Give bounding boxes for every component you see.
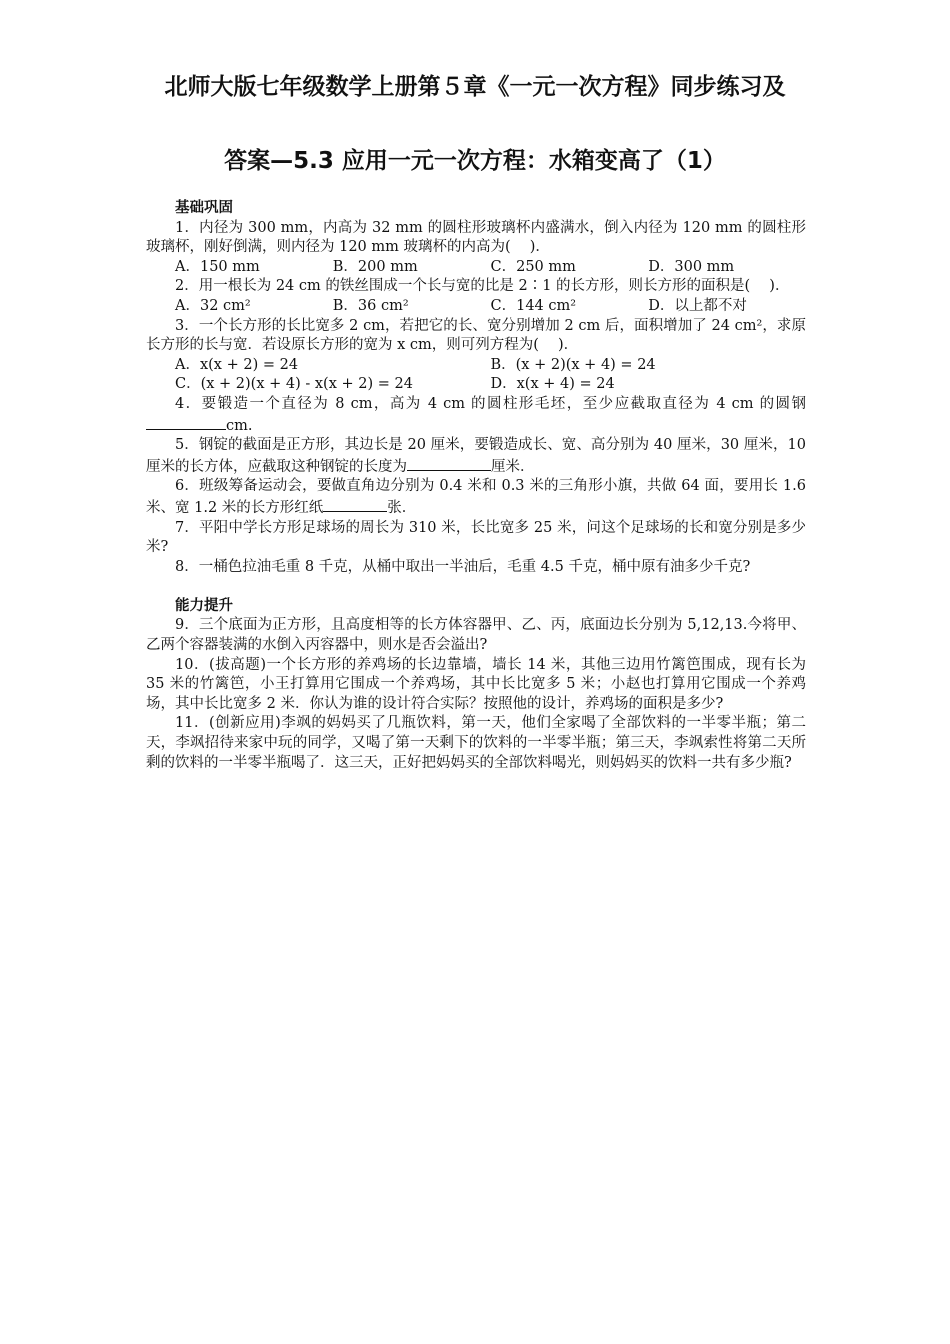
option-c: C．250 mm: [490, 258, 576, 275]
option-d: D．x(x + 4) = 24: [490, 376, 615, 393]
title-line-2: 答案—5.3 应用一元一次方程：水箱变高了（1）: [224, 148, 726, 174]
option-d: D．以上都不对: [648, 297, 747, 314]
question-6-text: 6．班级筹备运动会，要做直角边分别为 0.4 米和 0.3 米的三角形小旗，共做 64 面，要用长 1.6 米、宽 1.2 米的长方形红纸: [146, 478, 806, 516]
question-4-unit: cm.: [226, 417, 253, 434]
question-8: 8．一桶色拉油毛重 8 千克，从桶中取出一半油后，毛重 4.5 千克，桶中原有油多少千克?: [175, 558, 751, 575]
option-a: A．150 mm: [175, 258, 260, 275]
answer-blank[interactable]: [323, 497, 387, 512]
section-spacer: [146, 577, 806, 597]
question-7: 7．平阳中学长方形足球场的周长为 310 米，长比宽多 25 米，问这个足球场的长和宽分别是多少米?: [146, 519, 806, 556]
option-b: B．36 cm²: [332, 297, 409, 314]
question-4-text: 4．要锻造一个直径为 8 cm，高为 4 cm 的圆柱形毛坯，至少应截取直径为 4 cm 的圆钢: [175, 395, 806, 412]
option-c: C．(x + 2)(x + 4) - x(x + 2) = 24: [175, 376, 413, 393]
question-5-text: 5．钢锭的截面是正方形，其边长是 20 厘米，要锻造成长、宽、高分别为 40 厘米，30 厘米，10 厘米的长方体，应截取这种钢锭的长度为: [146, 437, 806, 475]
section-heading-basic: 基础巩固: [175, 200, 233, 216]
option-d: D．300 mm: [648, 258, 735, 275]
question-9: 9．三个底面为正方形，且高度相等的长方体容器甲、乙、丙，底面边长分别为 5,12,13.今将甲、乙两个容器装满的水倒入丙容器中，则水是否会溢出?: [146, 617, 806, 654]
question-6-unit: 张．: [387, 499, 417, 516]
question-11: 11．(创新应用)李飒的妈妈买了几瓶饮料，第一天，他们全家喝了全部饮料的一半零半瓶；第二天，李飒招待来家中玩的同学，又喝了第一天剩下的饮料的一半零半瓶；第三天，李飒索性将第二天所剩的饮料的一半零半瓶喝了．这三天，正好把妈妈买的全部饮料喝光，则妈妈买的饮料一共有多少瓶?: [146, 715, 806, 771]
question-3-options-row-2: [146, 375, 806, 395]
option-a: A．x(x + 2) = 24: [175, 356, 299, 373]
option-a: A．32 cm²: [175, 297, 251, 314]
question-3-options-row-1: [146, 356, 806, 376]
question-1: 1．内径为 300 mm，内高为 32 mm 的圆柱形玻璃杯内盛满水，倒入内径为 120 mm 的圆柱形玻璃杯，刚好倒满，则内径为 120 mm 玻璃杯的内高为( )．: [146, 219, 806, 256]
option-b: B．200 mm: [332, 258, 418, 275]
question-5: [146, 436, 806, 477]
question-10: 10．(拔高题)一个长方形的养鸡场的长边靠墙，墙长 14 米，其他三边用竹篱笆围成，现有长为 35 米的竹篱笆，小王打算用它围成一个养鸡场，其中长比宽多 5 米；小赵也打算用它围成一个养鸡场，其中长比宽多 2 米．你认为谁的设计符合实际？按照他的设计，养鸡场的面积是多少?: [146, 656, 806, 712]
worksheet-content: [146, 199, 806, 773]
question-3: 3．一个长方形的长比宽多 2 cm，若把它的长、宽分别增加 2 cm 后，面积增加了 24 cm²，求原长方形的长与宽．若设原长方形的宽为 x cm，则可列方程为( )．: [146, 317, 806, 354]
title-line-1: 北师大版七年级数学上册第５章《一元一次方程》同步练习及: [164, 74, 786, 100]
section-heading-advanced: 能力提升: [175, 597, 233, 614]
option-c: C．144 cm²: [490, 297, 577, 314]
question-2-options: [146, 297, 806, 317]
question-1-options: [146, 258, 806, 278]
question-2: 2．用一根长为 24 cm 的铁丝围成一个长与宽的比是 2∶1 的长方形，则长方形的面积是( )．: [175, 278, 790, 295]
option-b: B．(x + 2)(x + 4) = 24: [490, 356, 656, 373]
question-4: [146, 395, 806, 436]
question-5-unit: 厘米．: [491, 458, 535, 475]
answer-blank[interactable]: [146, 415, 226, 430]
answer-blank[interactable]: [407, 456, 491, 471]
question-6: [146, 477, 806, 518]
